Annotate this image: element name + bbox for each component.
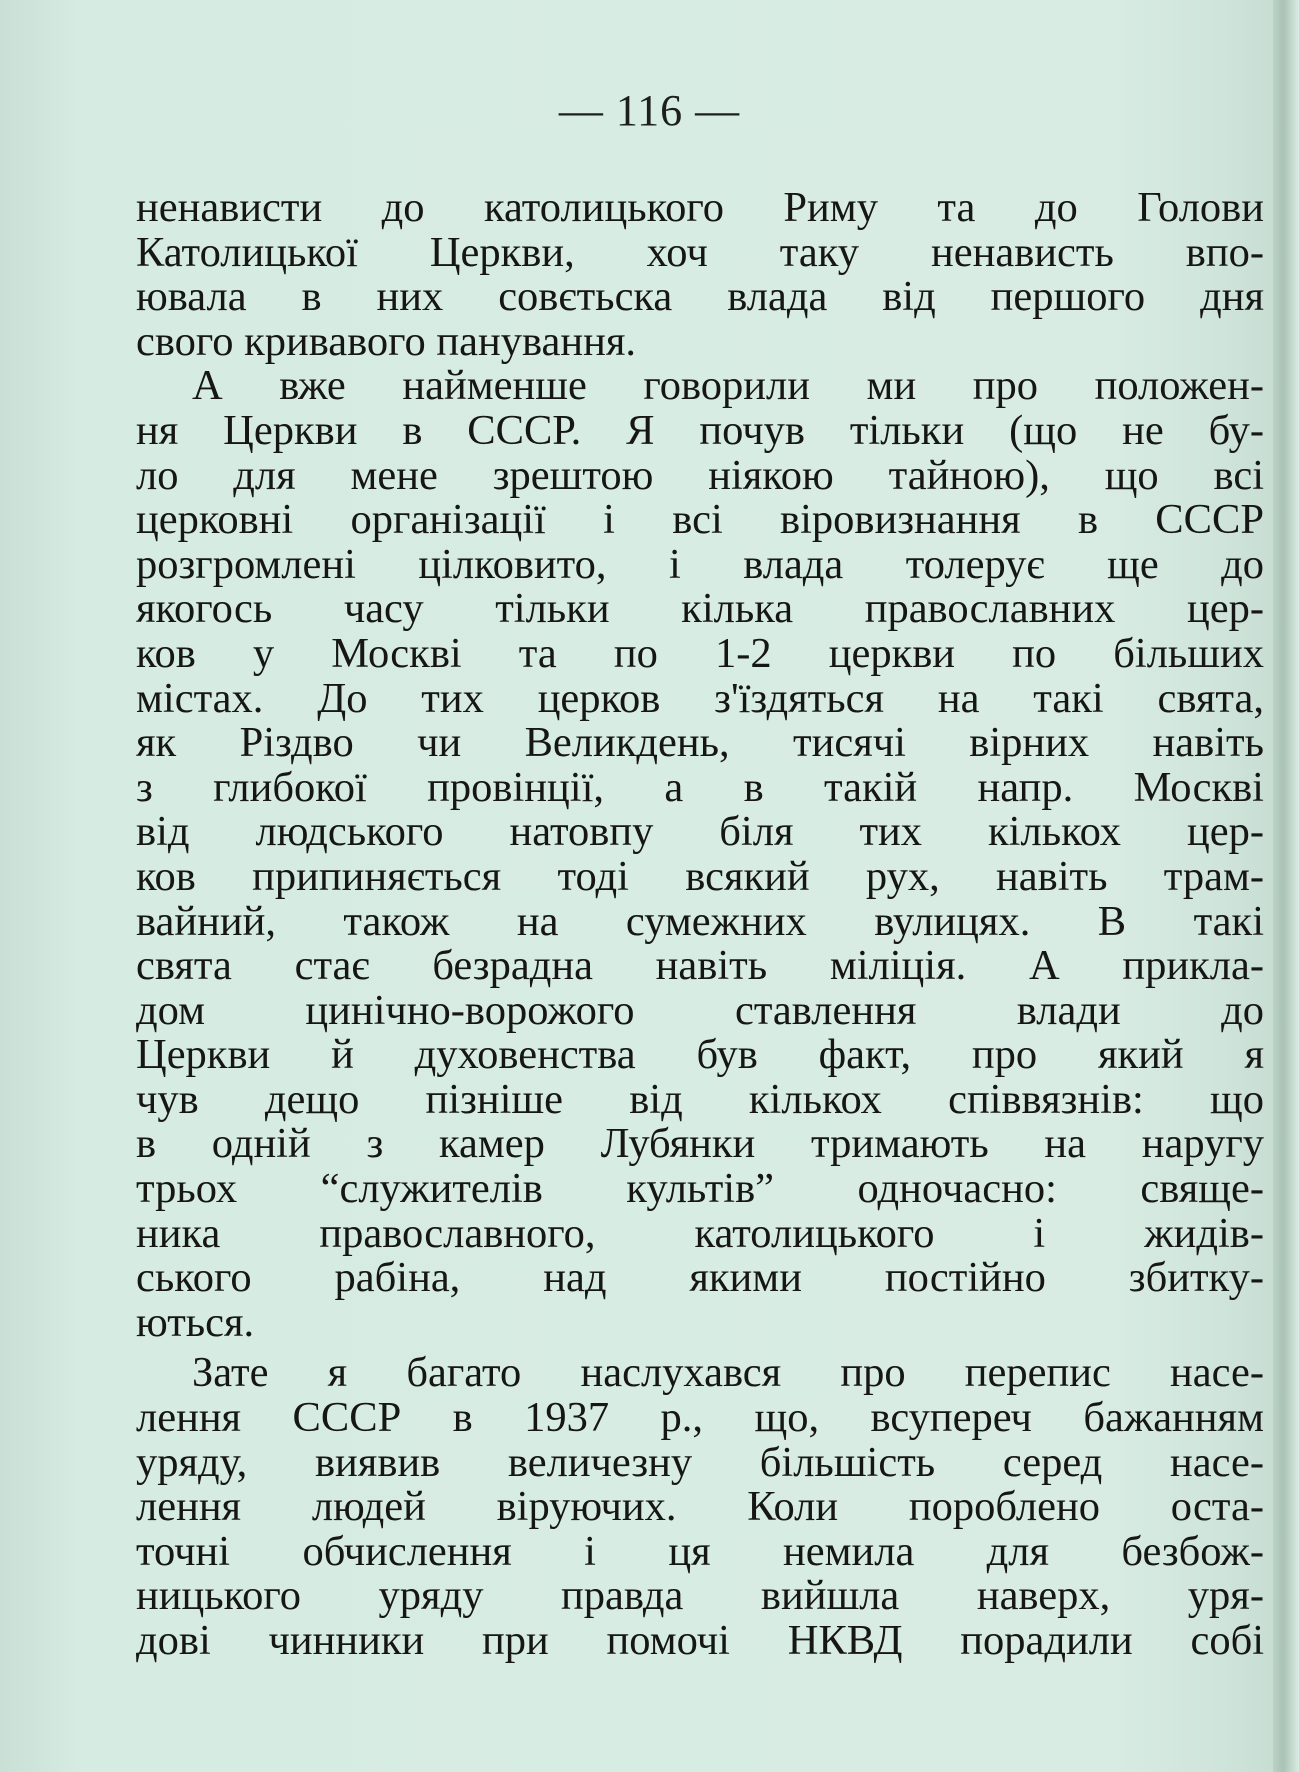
text-line: точні обчислення і ця немила для безбож- [136,1529,1264,1575]
paragraph-3 [136,1351,1264,1663]
text-line: трьох “служителів культів” одночасно: свяще- [136,1167,1264,1212]
text-line: лення людей віруючих. Коли пороблено оста- [136,1485,1264,1530]
text-line: містах. До тих церков з'їздяться на такі свята, [136,676,1264,722]
text-line: ювала в них совєтьска влада від першого дня [136,275,1264,320]
text-line: від людського натовпу біля тих кількох цер- [136,810,1264,855]
text-line: ника православного, католицького і жидів- [136,1211,1264,1257]
text-line: А вже найменше говорили ми про положен- [192,364,1264,409]
text-line: Церкви й духовенства був факт, про який я [136,1033,1264,1078]
text-line: ков у Москві та по 1-2 церкви по більших [136,631,1264,677]
text-line: свого кривавого панування. [136,319,637,365]
text-line: ня Церкви в СССР. Я почув тільки (що не бу- [136,408,1264,454]
text-line: ються. [136,1300,255,1346]
text-line: дові чинники при помочі НКВД порадили собі [136,1619,1264,1664]
text-line: церковні організації і всі віровизнання в СССР [136,498,1264,543]
text-line: в одній з камер Лубянки тримають на наругу [136,1122,1264,1168]
text-line: Католицької Церкви, хоч таку ненависть впо- [136,230,1264,276]
text-line: ненависти до католицького Риму та до Голови [136,186,1264,231]
paragraph-1 [136,186,1264,364]
page-binding-edge [1273,0,1299,1772]
text-line: розгромлені цілковито, і влада толерує ще до [136,542,1264,588]
text-line: уряду, виявив величезну більшість серед насе- [136,1440,1264,1486]
text-line: лення СССР в 1937 р., що, всупереч бажанням [136,1396,1264,1441]
text-line: як Різдво чи Великдень, тисячі вірних навіть [136,721,1264,766]
text-line: вайний, також на сумежних вулицях. В такі [136,899,1264,945]
page-number: — 116 — [558,86,741,135]
text-line: ницького уряду правда вийшла наверх, уря- [136,1574,1264,1619]
text-line: якогось часу тільки кілька православних цер- [136,587,1264,632]
text-line: ло для мене зрештою ніякою тайною), що всі [136,453,1264,499]
text-line: з глибокої провінції, а в такій напр. Москві [136,765,1264,811]
text-line: Зате я багато наслухався про перепис насе- [192,1351,1264,1397]
text-line: ков припиняється тоді всякий рух, навіть трам- [136,854,1264,900]
paragraph-2 [136,364,1264,1345]
text-line: дом цинічно-ворожого ставлення влади до [136,988,1264,1034]
text-line: чув дещо пізніше від кількох співвязнів: що [136,1077,1264,1123]
text-line: ського рабіна, над якими постійно збитку- [136,1256,1264,1301]
text-line: свята стає безрадна навіть міліція. А прикла- [136,944,1264,989]
text-body [136,186,1264,1664]
